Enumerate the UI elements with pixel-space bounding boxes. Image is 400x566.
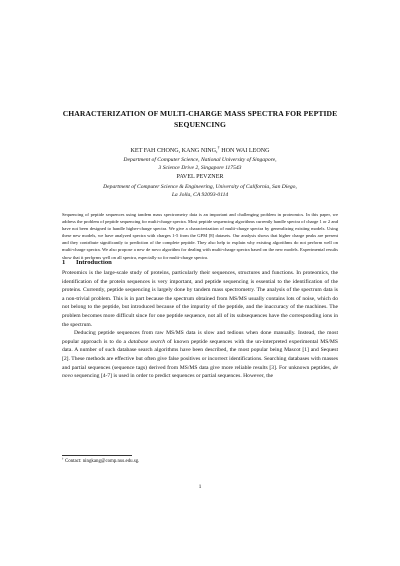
section-heading <box>62 258 338 267</box>
author-names-tail: HON WAI LEONG <box>219 148 270 154</box>
section-title: Introduction <box>76 259 112 266</box>
author-names: KET FAH CHONG, KANG NING, <box>130 148 218 154</box>
footnote-divider <box>62 455 132 456</box>
paper-title: CHARACTERIZATION OF MULTI-CHARGE MASS SPECTRA FOR PEPTIDE SEQUENCING <box>62 109 338 129</box>
emphasis-database-search: database search <box>128 338 166 345</box>
affiliation-1 <box>40 157 360 172</box>
page-number: 1 <box>198 484 202 490</box>
affiliation-2 <box>40 184 360 199</box>
section-number: 1 <box>62 259 66 266</box>
footnote-mark: † <box>217 144 220 150</box>
affiliation-1-line-1: Department of Computer Science, National University of Singapore, <box>123 157 277 163</box>
footnote-mark: † <box>62 456 64 461</box>
affiliation-2-line-1: Department of Computer Science & Engineering, University of California, San Diego, <box>103 184 297 190</box>
paragraph-2 <box>62 329 338 381</box>
paragraph-2-part-c: sequencing [4-7] is used in order to predict sequences or partial sequences. However, the <box>72 373 274 380</box>
paragraph-2-part-b: of known peptide sequences with the un-interpreted experimental MS/MS data. A number of such database search algorithms have been described, the most popular being Mascot [1] and Sequest [2]. These methods are effective but often give false positives or incorrect identifications. Searching databases with masses and partial sequences (sequence tags) derived from MS/MS data give more reliable results [3]. For unknown peptides, <box>62 338 338 371</box>
authors-group-1 <box>40 144 360 155</box>
paragraph-1: Proteomics is the large-scale study of proteins, particularly their sequences, structures and functions. In proteomics, the identification of the protein sequences is very important, and peptide sequencing is essential to the identification of the proteins. Currently, peptide sequencing is largely done by tandem mass spectrometry. The analysis of the spectrum data is a non-trivial problem. This is in part because the spectrum obtained from MS/MS usually contains lots of noise, which do not belong to the peptide, but introduced because of the impurity of the peptide, and the inaccuracy of the machines. The problem becomes more difficult since for one peptide sequence, not all of its subsequences have the corresponding ions in the spectrum. <box>62 270 338 328</box>
authors-group-2: PAVEL PEVZNER <box>176 174 224 180</box>
abstract: Sequencing of peptide sequences using tandem mass spectrometry data is an important and challenging problem in proteomics. In this paper, we address the problem of peptide sequencing for multi-charge spectra. Most peptide sequencing algorithms currently handle spectra of charge 1 or 2 and have not been designed to handle higher-charge spectra. We give a characterization of multi-charge spectra by generalizing existing models. Using these new models, we have analyzed spectra with charges 1-5 from the GPM [8] datasets. Our analysis shows that higher charge peaks are present and they contribute significantly to prediction of the complete peptide. They also help to explain why existing algorithms do not perform well on multi-charge spectra. We also propose a new de novo algorithm for dealing with multi-charge spectra based on the new models. Experimental results show that it performs well on all spectra, especially so for multi-charge spectra. <box>62 212 338 260</box>
body-text <box>62 269 338 381</box>
footnote-text: Contact: ningkang@comp.nus.edu.sg. <box>63 459 140 464</box>
paragraph-2-part-a: Deducing peptide sequences from raw MS/MS data is slow and tedious when done manually. Instead, the most popular approach is to do a <box>62 330 338 345</box>
footnote <box>62 458 338 465</box>
affiliation-2-line-2: La Jolla, CA 92093-0114 <box>171 191 229 198</box>
emphasis-de-novo: de novo <box>62 364 338 380</box>
affiliation-1-line-2: 3 Science Drive 2, Singapore 117543 <box>158 164 242 171</box>
